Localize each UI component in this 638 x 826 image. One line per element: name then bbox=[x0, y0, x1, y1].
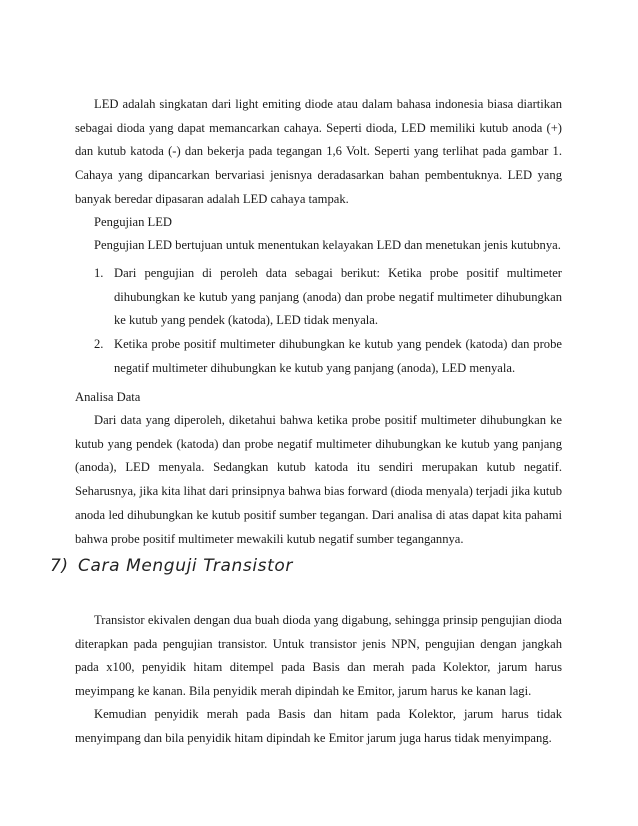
paragraph-pengujian: Pengujian LED bertujuan untuk menentukan kelayakan LED dan menetukan jenis kutubnya. bbox=[94, 238, 561, 252]
section-heading bbox=[50, 556, 293, 576]
paragraph-kemudian bbox=[75, 703, 562, 750]
list-number: 2. bbox=[94, 337, 104, 351]
text-line: anoda led dihubungkan ke kutub positif sumber tegangan. Dari analisa di atas dapat kita pahami bbox=[75, 507, 562, 522]
text-line: kutub yang pendek (katoda) dan probe negatif multimeter dihubungkan ke kutub yang panjang bbox=[75, 436, 562, 451]
text-line: dan kutub katoda (-) dan bekerja pada tegangan 1,6 Volt. Seperti yang terlihat pada gambar 1. bbox=[75, 144, 562, 159]
text-line: Kemudian penyidik merah pada Basis dan hitam pada Kolektor, jarum harus tidak bbox=[94, 707, 562, 721]
subheading-analisa-data: Analisa Data bbox=[75, 390, 141, 404]
list-item bbox=[114, 333, 562, 380]
list-item bbox=[114, 262, 562, 333]
text-line: meyimpang ke kanan. Bila penyidik merah dipindah ke Emitor, jarum harus ke kanan lagi. bbox=[75, 684, 532, 699]
text-line: dihubungkan ke kutub yang panjang (anoda) dan probe negatif multimeter dihubungkan bbox=[114, 289, 562, 304]
text-line: diterapkan pada pengujian transistor. Untuk transistor jenis NPN, pengujian dengan jangkah bbox=[75, 636, 562, 651]
section-title: Cara Menguji Transistor bbox=[78, 556, 293, 576]
text-line: banyak beredar dipasaran adalah LED cahaya tampak. bbox=[75, 191, 349, 206]
text-line: (anoda), LED menyala. Sedangkan kutub katoda itu sendiri merupakan kutub negatif. bbox=[75, 460, 562, 475]
text-line: Dari pengujian di peroleh data sebagai berikut: Ketika probe positif multimeter bbox=[114, 266, 562, 280]
section-number: 7) bbox=[50, 556, 69, 576]
text-line: Cahaya yang dipancarkan bervariasi jenisnya deradasarkan bahan pembentuknya. LED yang bbox=[75, 168, 562, 183]
text-line: negatif multimeter dihubungkan ke kutub yang panjang (anoda), LED menyala. bbox=[114, 360, 516, 375]
text-line: bahwa probe positif multimeter mewakili kutub negatif sumber tegangannya. bbox=[75, 531, 464, 546]
paragraph-analisa bbox=[75, 409, 562, 551]
text-line: Dari data yang diperoleh, diketahui bahwa ketika probe positif multimeter dihubungkan ke bbox=[94, 413, 562, 427]
text-line: sebagai dioda yang dapat memancarkan cahaya. Seperti dioda, LED memiliki kutub anoda (+) bbox=[75, 120, 562, 135]
paragraph-led bbox=[75, 93, 562, 212]
text-line: LED adalah singkatan dari light emiting diode atau dalam bahasa indonesia biasa diartikan bbox=[94, 97, 562, 111]
text-line: Ketika probe positif multimeter dihubungkan ke kutub yang pendek (katoda) dan probe bbox=[114, 337, 562, 351]
text-line: menyimpang dan bila penyidik hitam dipindah ke Emitor jarum juga harus tidak menyimpang. bbox=[75, 730, 552, 745]
text-line: pada x100, penyidik hitam ditempel pada Basis dan merah pada Kolektor, jarum harus bbox=[75, 660, 562, 675]
paragraph-transistor bbox=[75, 609, 562, 704]
text-line: ke kutub yang pendek (katoda), LED tidak menyala. bbox=[114, 313, 379, 328]
list-number: 1. bbox=[94, 266, 104, 280]
text-line: Seharusnya, jika kita lihat dari prinsipnya bahwa bias forward (dioda menyala) terjadi jika kutub bbox=[75, 484, 562, 499]
subheading-pengujian-led: Pengujian LED bbox=[94, 215, 172, 229]
text-line: Transistor ekivalen dengan dua buah dioda yang digabung, sehingga prinsip pengujian dioda bbox=[94, 613, 562, 627]
